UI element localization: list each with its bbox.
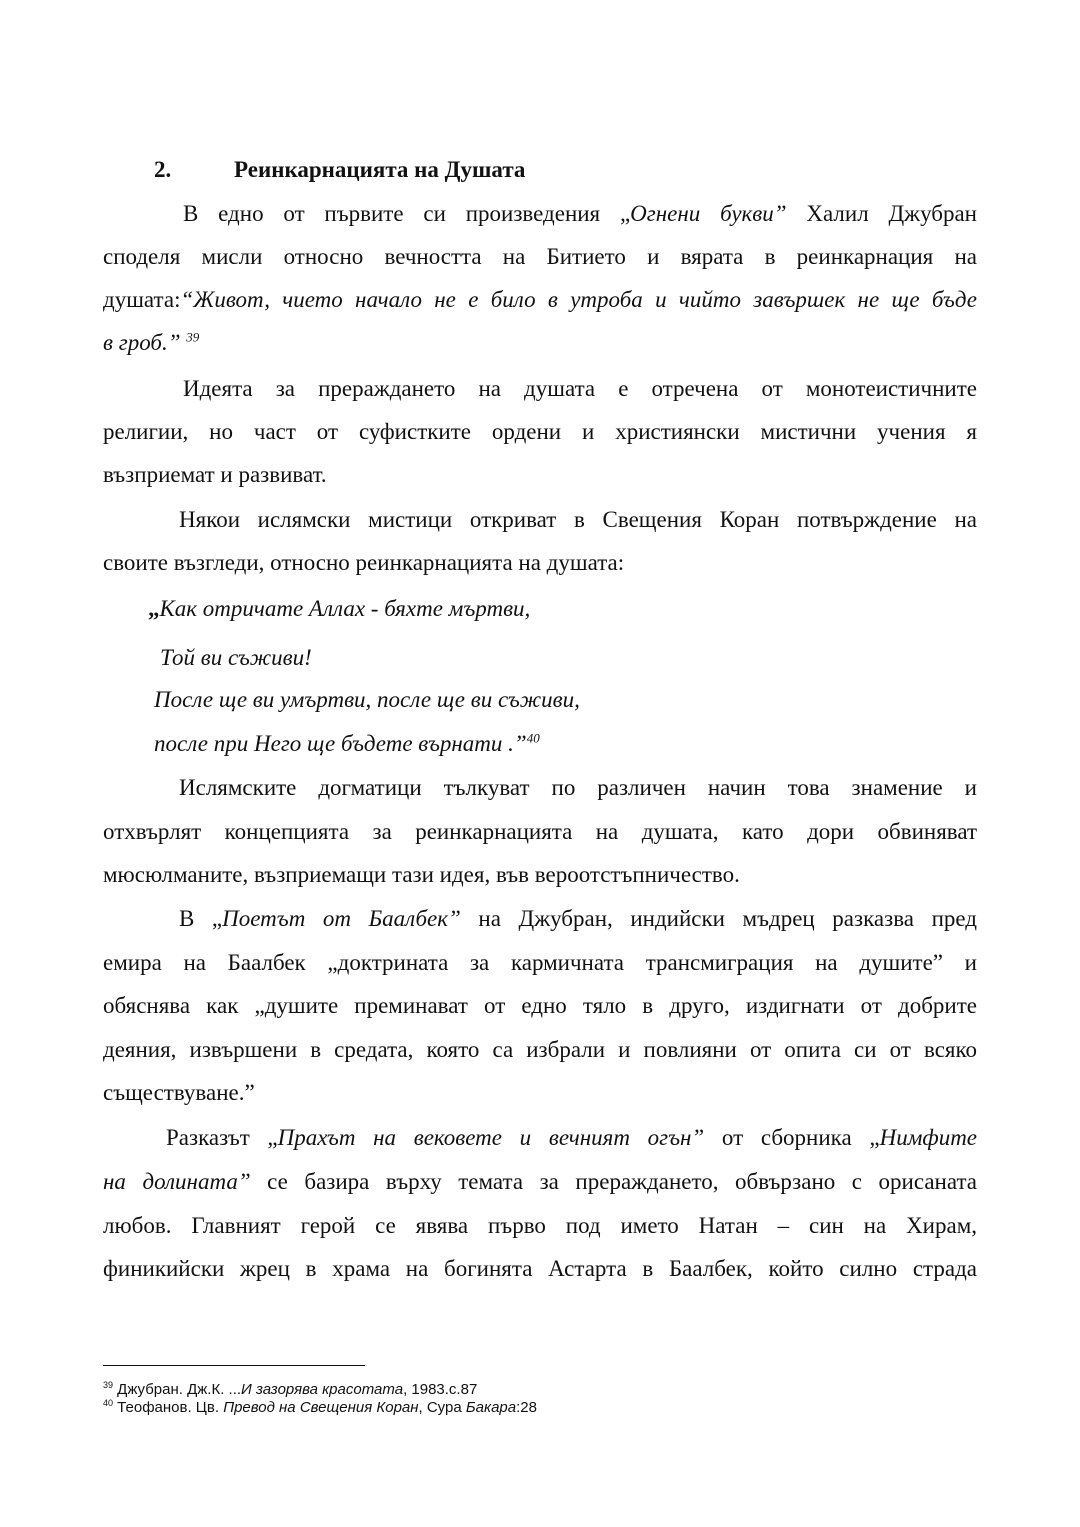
section-title: Реинкарнацията на Душата	[234, 157, 526, 182]
quote-line-3: После ще ви умъртви, после ще ви съживи,	[154, 687, 580, 712]
footnote-separator	[103, 1365, 365, 1366]
paragraph-1-line-3: душата:“Живот, чието начало не е било в утроба и чийто завършек не ще бъде	[103, 287, 977, 312]
footnote-ref-40: 40	[526, 730, 540, 746]
footnote-40: $^{40}$ Теофанов. Цв. Превод на Свещения Коран, Сура Бакара:28	[103, 1398, 537, 1416]
quote-line-4: после при Него ще бъдете върнати .”$^{40}$	[154, 730, 540, 756]
paragraph-6-line-3: любов. Главният герой се явява първо под името Натан – син на Хирам,	[103, 1213, 977, 1238]
paragraph-1-line-1: В едно от първите си произведения „Огнени букви” Халил Джубран	[183, 201, 977, 226]
paragraph-2-line-2: религии, но част от суфистките ордени и християнски мистични учения я	[103, 419, 977, 444]
paragraph-6-line-4: финикийски жрец в храма на богинята Астарта в Баалбек, който силно страда	[103, 1256, 977, 1281]
paragraph-4-line-1: Ислямските догматици тълкуват по различен начин това знамение и	[179, 775, 977, 800]
paragraph-5-line-5: съществуване.”	[103, 1080, 255, 1105]
paragraph-5-line-3: обяснява как „душите преминават от едно тяло в друго, издигнати от добрите	[103, 993, 977, 1018]
quote-line-2: Той ви съживи!	[160, 645, 312, 670]
paragraph-3-line-2: своите възгледи, относно реинкарнацията на душата:	[103, 550, 625, 575]
footnote-39: $^{39}$ Джубран. Дж.К. ...И зазорява красотата, 1983.с.87	[103, 1380, 478, 1398]
footnote-ref-39: 39	[186, 329, 200, 345]
paragraph-3-line-1: Някои ислямски мистици откриват в Свещения Коран потвърждение на	[179, 507, 977, 532]
paragraph-2-line-1: Идеята за прераждането на душата е отречена от монотеистичните	[183, 376, 977, 401]
paragraph-2-line-3: възприемат и развиват.	[103, 462, 327, 487]
paragraph-4-line-2: отхвърлят концепцията за реинкарнацията на душата, като дори обвиняват	[103, 819, 977, 844]
section-number: 2.	[154, 157, 172, 182]
paragraph-1-line-4: в гроб.” $^{39}$	[103, 329, 200, 355]
paragraph-6-line-2: на долината” се базира върху темата за прераждането, обвързано с орисаната	[103, 1169, 977, 1194]
quote-line-1: „Как отричате Аллах - бяхте мъртви,	[148, 596, 531, 621]
paragraph-6-line-1: Разказът „Прахът на вековете и вечният огън” от сборника „Нимфите	[166, 1125, 978, 1150]
paragraph-5-line-2: емира на Баалбек „доктрината за кармичната трансмиграция на душите” и	[103, 950, 977, 975]
section-heading	[154, 155, 525, 185]
paragraph-1-line-2: споделя мисли относно вечността на Битието и вярата в реинкарнация на	[103, 244, 977, 269]
paragraph-5-line-4: деяния, извършени в средата, която са избрали и повлияни от опита си от всяко	[103, 1037, 977, 1062]
paragraph-4-line-3: мюсюлманите, възприемащи тази идея, във вероотстъпничество.	[103, 862, 740, 887]
paragraph-5-line-1: В „Поетът от Баалбек” на Джубран, индийски мъдрец разказва пред	[179, 906, 977, 931]
